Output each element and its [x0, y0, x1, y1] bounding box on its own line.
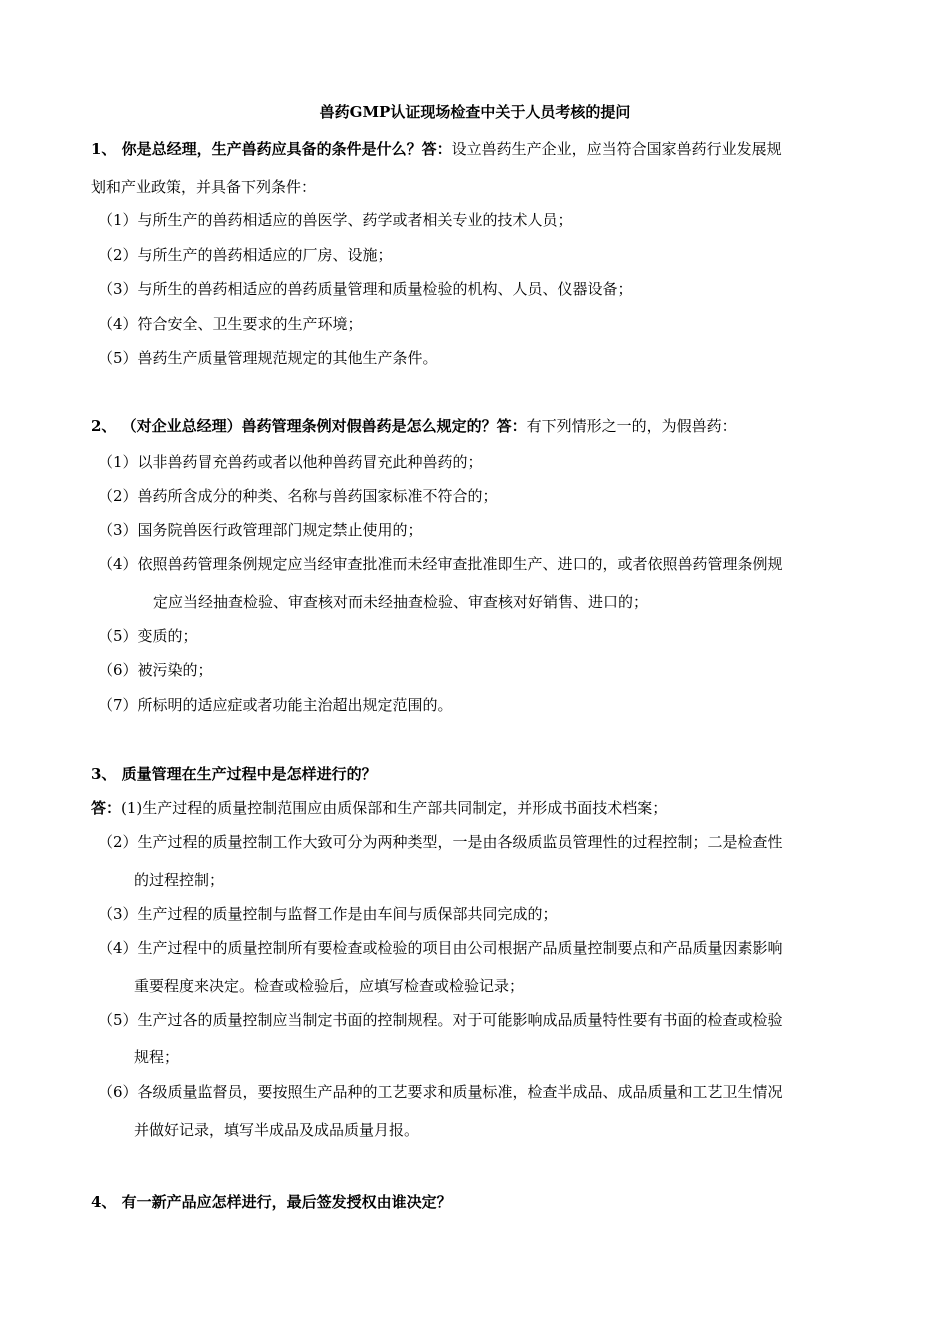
q3-line — [91, 796, 667, 820]
q3-item: （5）生产过各的质量控制应当制定书面的控制规程。对于可能影响成品质量特性要有书面的检查或检验 — [98, 1011, 783, 1029]
q1-item: （1）与所生产的兽药相适应的兽医学、药学或者相关专业的技术人员； — [98, 211, 573, 229]
q1-item: （2）与所生产的兽药相适应的厂房、设施； — [98, 246, 393, 264]
q2-line — [91, 414, 737, 438]
q1-item: （3）与所生的兽药相适应的兽药质量管理和质量检验的机构、人员、仪器设备； — [98, 280, 633, 298]
q3-question: 3、 质量管理在生产过程中是怎样进行的？ — [91, 765, 377, 783]
q3-item-cont: 并做好记录，填写半成品及成品质量月报。 — [134, 1121, 420, 1139]
q3-item-cont: 重要程度来决定。检查或检验后，应填写检查或检验记录； — [134, 977, 525, 995]
q1-line — [91, 137, 782, 161]
q3-item: （4）生产过程中的质量控制所有要检查或检验的项目由公司根据产品质量控制要点和产品质量因素影响 — [98, 939, 783, 957]
q2-question: 2、 （对企业总经理）兽药管理条例对假兽药是怎么规定的？答： — [91, 417, 527, 435]
q1-item: （4）符合安全、卫生要求的生产环境； — [98, 315, 363, 333]
q2-item: （5）变质的； — [98, 627, 198, 645]
q1-answer-cont: 划和产业政策，并具备下列条件： — [91, 178, 317, 196]
document-title: 兽药GMP认证现场检查中关于人员考核的提问 — [319, 103, 631, 121]
q2-item: （4）依照兽药管理条例规定应当经审查批准而未经审查批准即生产、进口的，或者依照兽药管理条例规 — [98, 555, 783, 573]
q3-item: （6）各级质量监督员，要按照生产品种的工艺要求和质量标准，检查半成品、成品质量和工艺卫生情况 — [98, 1083, 783, 1101]
q3-answer-label: 答： — [91, 799, 122, 817]
q3-answer: (1)生产过程的质量控制范围应由质保部和生产部共同制定，并形成书面技术档案； — [121, 799, 668, 817]
q2-item: （2）兽药所含成分的种类、名称与兽药国家标准不符合的； — [98, 487, 498, 505]
q3-item: （2）生产过程的质量控制工作大致可分为两种类型，一是由各级质监员管理性的过程控制；二是检查性 — [98, 833, 783, 851]
q3-item-cont: 规程； — [134, 1048, 180, 1066]
q2-item: （7）所标明的适应症或者功能主治超出规定范围的。 — [98, 696, 453, 714]
q1-question: 1、 你是总经理，生产兽药应具备的条件是什么？答： — [91, 140, 452, 158]
q2-answer: 有下列情形之一的，为假兽药： — [526, 417, 737, 435]
q1-answer: 设立兽药生产企业，应当符合国家兽药行业发展规 — [451, 140, 782, 158]
q3-item: （3）生产过程的质量控制与监督工作是由车间与质保部共同完成的； — [98, 905, 558, 923]
q4-question: 4、 有一新产品应怎样进行，最后签发授权由谁决定？ — [91, 1193, 452, 1211]
q2-item: （1）以非兽药冒充兽药或者以他种兽药冒充此种兽药的； — [98, 453, 483, 471]
q1-item: （5）兽药生产质量管理规范规定的其他生产条件。 — [98, 349, 438, 367]
q2-item: （6）被污染的； — [98, 661, 213, 679]
q2-item-cont: 定应当经抽查检验、审查核对而未经抽查检验、审查核对好销售、进口的； — [153, 593, 649, 611]
q3-item-cont: 的过程控制； — [134, 871, 225, 889]
q2-item: （3）国务院兽医行政管理部门规定禁止使用的； — [98, 521, 423, 539]
